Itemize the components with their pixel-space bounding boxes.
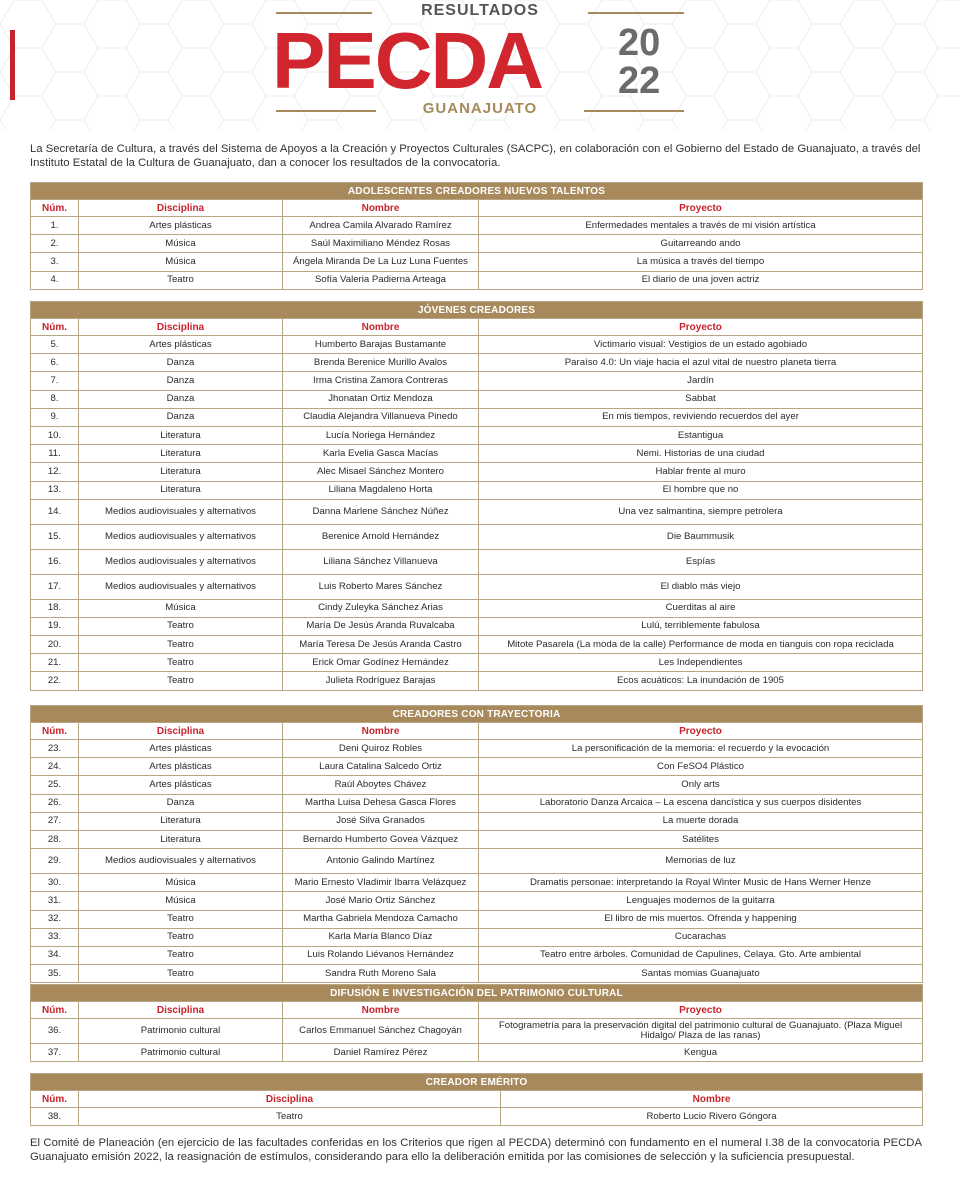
row-project: Lenguajes modernos de la guitarra: [479, 892, 923, 910]
column-header-row: [31, 1091, 923, 1108]
pecda-logo-header: [0, 0, 960, 130]
results-table: [30, 301, 923, 691]
row-discipline: Danza: [79, 794, 283, 812]
row-project: Laboratorio Danza Arcaica – La escena dancística y sus cuerpos disidentes: [479, 794, 923, 812]
row-discipline: Teatro: [79, 1108, 501, 1126]
table-row: [31, 794, 923, 812]
row-discipline: Música: [79, 253, 283, 271]
row-name: Claudia Alejandra Villanueva Pinedo: [283, 408, 479, 426]
row-discipline: Danza: [79, 372, 283, 390]
column-header-disciplina: Disciplina: [79, 200, 283, 217]
column-header-num: Núm.: [31, 1091, 79, 1108]
row-name: Liliana Sánchez Villanueva: [283, 549, 479, 574]
table-row: [31, 599, 923, 617]
row-name: Brenda Berenice Murillo Avalos: [283, 354, 479, 372]
row-number: 26.: [31, 794, 79, 812]
row-discipline: Artes plásticas: [79, 336, 283, 354]
row-project: Espías: [479, 549, 923, 574]
table-row: [31, 740, 923, 758]
row-discipline: Medios audiovisuales y alternativos: [79, 849, 283, 874]
row-name: Luis Rolando Liévanos Hernández: [283, 946, 479, 964]
row-number: 9.: [31, 408, 79, 426]
table-row: [31, 253, 923, 271]
header-rule-bottom-left: [276, 110, 376, 112]
row-name: Sandra Ruth Moreno Sala: [283, 965, 479, 983]
table-row: [31, 1044, 923, 1062]
column-header-disciplina: Disciplina: [79, 723, 283, 740]
row-name: Julieta Rodríguez Barajas: [283, 672, 479, 690]
row-number: 7.: [31, 372, 79, 390]
table-row: [31, 758, 923, 776]
row-discipline: Música: [79, 892, 283, 910]
column-header-num: Núm.: [31, 200, 79, 217]
column-header-nombre: Nombre: [283, 200, 479, 217]
row-discipline: Teatro: [79, 965, 283, 983]
row-number: 36.: [31, 1019, 79, 1044]
row-discipline: Medios audiovisuales y alternativos: [79, 574, 283, 599]
table-row: [31, 946, 923, 964]
row-project: Enfermedades mentales a través de mi visión artística: [479, 217, 923, 235]
table-row: [31, 672, 923, 690]
column-header-nombre: Nombre: [283, 319, 479, 336]
table-row: [31, 481, 923, 499]
row-number: 3.: [31, 253, 79, 271]
row-number: 11.: [31, 445, 79, 463]
row-discipline: Danza: [79, 390, 283, 408]
row-discipline: Música: [79, 874, 283, 892]
row-name: María De Jesús Aranda Ruvalcaba: [283, 617, 479, 635]
row-discipline: Literatura: [79, 463, 283, 481]
table-row: [31, 271, 923, 289]
row-name: Danna Marlene Sánchez Núñez: [283, 499, 479, 524]
row-name: Mario Ernesto Vladimir Ibarra Velázquez: [283, 874, 479, 892]
row-project: Kengua: [479, 1044, 923, 1062]
row-number: 14.: [31, 499, 79, 524]
row-number: 28.: [31, 830, 79, 848]
table-row: [31, 874, 923, 892]
header-rule-left: [276, 12, 372, 14]
row-project: Guitarreando ando: [479, 235, 923, 253]
column-header-disciplina: Disciplina: [79, 319, 283, 336]
row-project: Sabbat: [479, 390, 923, 408]
emerito-table: [30, 1073, 923, 1126]
table-row: [31, 549, 923, 574]
row-name: Irma Cristina Zamora Contreras: [283, 372, 479, 390]
row-name: Martha Gabriela Mendoza Camacho: [283, 910, 479, 928]
header-rule-right: [588, 12, 684, 14]
table-row: [31, 617, 923, 635]
row-name: Karla María Blanco Díaz: [283, 928, 479, 946]
column-header-num: Núm.: [31, 723, 79, 740]
row-project: Con FeSO4 Plástico: [479, 758, 923, 776]
row-project: Santas momias Guanajuato: [479, 965, 923, 983]
column-header-nombre: Nombre: [501, 1091, 923, 1108]
row-name: Cindy Zuleyka Sánchez Arias: [283, 599, 479, 617]
row-name: Humberto Barajas Bustamante: [283, 336, 479, 354]
table-row: [31, 892, 923, 910]
table-row: [31, 1019, 923, 1044]
column-header-proyecto: Proyecto: [479, 723, 923, 740]
results-table: [30, 182, 923, 290]
row-number: 12.: [31, 463, 79, 481]
row-name: Bernardo Humberto Govea Vázquez: [283, 830, 479, 848]
row-name: Ángela Miranda De La Luz Luna Fuentes: [283, 253, 479, 271]
column-header-num: Núm.: [31, 1002, 79, 1019]
column-header-row: [31, 723, 923, 740]
row-discipline: Patrimonio cultural: [79, 1019, 283, 1044]
column-header-disciplina: Disciplina: [79, 1002, 283, 1019]
table-row: [31, 965, 923, 983]
row-number: 13.: [31, 481, 79, 499]
row-name: Saúl Maximiliano Méndez Rosas: [283, 235, 479, 253]
row-project: Lulú, terriblemente fabulosa: [479, 617, 923, 635]
row-project: Mitote Pasarela (La moda de la calle) Performance de moda en tianguis con ropa reciclada: [479, 636, 923, 654]
table-row: [31, 390, 923, 408]
row-discipline: Medios audiovisuales y alternativos: [79, 499, 283, 524]
row-project: Paraíso 4.0: Un viaje hacia el azul vital de nuestro planeta tierra: [479, 354, 923, 372]
table-row: [31, 910, 923, 928]
row-discipline: Medios audiovisuales y alternativos: [79, 524, 283, 549]
row-name: Deni Quiroz Robles: [283, 740, 479, 758]
column-header-nombre: Nombre: [283, 1002, 479, 1019]
row-project: La muerte dorada: [479, 812, 923, 830]
results-table: [30, 705, 923, 983]
section-title: ADOLESCENTES CREADORES NUEVOS TALENTOS: [31, 183, 923, 200]
row-number: 31.: [31, 892, 79, 910]
row-number: 21.: [31, 654, 79, 672]
row-project: Teatro entre árboles. Comunidad de Capulines, Celaya. Gto. Arte ambiental: [479, 946, 923, 964]
row-project: Les Independientes: [479, 654, 923, 672]
table-row: [31, 235, 923, 253]
row-name: Antonio Galindo Martínez: [283, 849, 479, 874]
row-name: Liliana Magdaleno Horta: [283, 481, 479, 499]
row-project: Ecos acuáticos: La inundación de 1905: [479, 672, 923, 690]
row-number: 38.: [31, 1108, 79, 1126]
row-project: Victimario visual: Vestigios de un estado agobiado: [479, 336, 923, 354]
row-project: Cuerditas al aire: [479, 599, 923, 617]
row-discipline: Danza: [79, 354, 283, 372]
row-discipline: Teatro: [79, 636, 283, 654]
row-number: 10.: [31, 426, 79, 444]
row-project: Fotogrametría para la preservación digital del patrimonio cultural de Guanajuato. (Plaza Miguel Hidalgo/ Plaza de las ranas): [479, 1019, 923, 1044]
row-number: 17.: [31, 574, 79, 599]
row-discipline: Música: [79, 599, 283, 617]
row-name: Jhonatan Ortiz Mendoza: [283, 390, 479, 408]
header-subtitle: GUANAJUATO: [422, 100, 538, 117]
row-number: 1.: [31, 217, 79, 235]
table-row: [31, 849, 923, 874]
row-number: 34.: [31, 946, 79, 964]
row-discipline: Patrimonio cultural: [79, 1044, 283, 1062]
row-name: Alec Misael Sánchez Montero: [283, 463, 479, 481]
row-discipline: Literatura: [79, 445, 283, 463]
row-number: 15.: [31, 524, 79, 549]
table-row: [31, 499, 923, 524]
row-discipline: Música: [79, 235, 283, 253]
table-row: [31, 812, 923, 830]
row-discipline: Teatro: [79, 654, 283, 672]
row-name: Raúl Aboytes Chávez: [283, 776, 479, 794]
table-row: [31, 636, 923, 654]
row-discipline: Teatro: [79, 617, 283, 635]
header-kicker: RESULTADOS: [421, 2, 539, 19]
row-number: 25.: [31, 776, 79, 794]
row-discipline: Teatro: [79, 946, 283, 964]
table-row: [31, 354, 923, 372]
row-discipline: Teatro: [79, 928, 283, 946]
row-discipline: Artes plásticas: [79, 740, 283, 758]
row-project: El hombre que no: [479, 481, 923, 499]
table-row: [31, 776, 923, 794]
row-name: Laura Catalina Salcedo Ortiz: [283, 758, 479, 776]
row-number: 32.: [31, 910, 79, 928]
row-name: Martha Luisa Dehesa Gasca Flores: [283, 794, 479, 812]
row-name: Andrea Camila Alvarado Ramírez: [283, 217, 479, 235]
row-number: 6.: [31, 354, 79, 372]
table-row: [31, 408, 923, 426]
row-number: 35.: [31, 965, 79, 983]
row-project: Una vez salmantina, siempre petrolera: [479, 499, 923, 524]
section-title: DIFUSIÓN E INVESTIGACIÓN DEL PATRIMONIO CULTURAL: [31, 985, 923, 1002]
column-header-proyecto: Proyecto: [479, 200, 923, 217]
row-number: 23.: [31, 740, 79, 758]
row-name: María Teresa De Jesús Aranda Castro: [283, 636, 479, 654]
row-number: 18.: [31, 599, 79, 617]
table-row: [31, 654, 923, 672]
row-name: Daniel Ramírez Pérez: [283, 1044, 479, 1062]
row-discipline: Artes plásticas: [79, 758, 283, 776]
row-discipline: Medios audiovisuales y alternativos: [79, 549, 283, 574]
row-project: El diario de una joven actriz: [479, 271, 923, 289]
row-name: Erick Omar Godínez Hernández: [283, 654, 479, 672]
row-name: José Silva Granados: [283, 812, 479, 830]
intro-paragraph: La Secretaría de Cultura, a través del Sistema de Apoyos a la Creación y Proyectos Culturales (SACPC), en colaboración con el Gobierno del Estado de Guanajuato, a través del Instituto Estatal de la Cultura de Guanajuato, dan a conocer los resultados de la convocatoria.: [30, 143, 921, 169]
header-rule-bottom-right: [584, 110, 684, 112]
row-project: Cucarachas: [479, 928, 923, 946]
row-number: 37.: [31, 1044, 79, 1062]
table-row: [31, 463, 923, 481]
row-number: 22.: [31, 672, 79, 690]
column-header-nombre: Nombre: [283, 723, 479, 740]
row-number: 19.: [31, 617, 79, 635]
table-row: [31, 445, 923, 463]
table-row: [31, 524, 923, 549]
row-project: Memorias de luz: [479, 849, 923, 874]
header-year-top: 20: [618, 22, 661, 64]
row-name: Berenice Arnold Hernández: [283, 524, 479, 549]
row-name: Luis Roberto Mares Sánchez: [283, 574, 479, 599]
row-project: Jardín: [479, 372, 923, 390]
row-number: 16.: [31, 549, 79, 574]
row-project: La personificación de la memoria: el recuerdo y la evocación: [479, 740, 923, 758]
column-header-row: [31, 200, 923, 217]
column-header-disciplina: Disciplina: [79, 1091, 501, 1108]
row-discipline: Literatura: [79, 812, 283, 830]
row-number: 24.: [31, 758, 79, 776]
row-discipline: Literatura: [79, 830, 283, 848]
row-number: 5.: [31, 336, 79, 354]
row-name: José Mario Ortiz Sánchez: [283, 892, 479, 910]
row-project: Only arts: [479, 776, 923, 794]
row-discipline: Danza: [79, 408, 283, 426]
section-title: JÓVENES CREADORES: [31, 302, 923, 319]
row-name: Carlos Emmanuel Sánchez Chagoyán: [283, 1019, 479, 1044]
row-discipline: Teatro: [79, 672, 283, 690]
row-name: Lucía Noriega Hernández: [283, 426, 479, 444]
section-title: CREADOR EMÉRITO: [31, 1074, 923, 1091]
table-row: [31, 830, 923, 848]
column-header-proyecto: Proyecto: [479, 1002, 923, 1019]
column-header-row: [31, 319, 923, 336]
table-row: [31, 1108, 923, 1126]
table-row: [31, 336, 923, 354]
row-project: Die Baummusik: [479, 524, 923, 549]
column-header-num: Núm.: [31, 319, 79, 336]
row-project: Satélites: [479, 830, 923, 848]
footer-note: El Comité de Planeación (en ejercicio de las facultades conferidas en los Criterios que rigen al PECDA) determinó con fundamento en el numeral I.38 de la convocatoria PECDA Guanajuato emisión 2022, la reasignación de estímulos, considerando para ello la deliberación emitida por las comisiones de selección y la suficiencia presupuestal.: [30, 1137, 922, 1163]
row-project: Dramatis personae: interpretando la Royal Winter Music de Hans Werner Henze: [479, 874, 923, 892]
table-row: [31, 217, 923, 235]
row-number: 27.: [31, 812, 79, 830]
row-discipline: Artes plásticas: [79, 217, 283, 235]
row-discipline: Literatura: [79, 481, 283, 499]
row-project: Hablar frente al muro: [479, 463, 923, 481]
row-project: El libro de mis muertos. Ofrenda y happening: [479, 910, 923, 928]
results-table: [30, 984, 923, 1062]
column-header-proyecto: Proyecto: [479, 319, 923, 336]
header-title: PECDA: [272, 16, 543, 105]
row-project: En mis tiempos, reviviendo recuerdos del ayer: [479, 408, 923, 426]
row-discipline: Artes plásticas: [79, 776, 283, 794]
table-row: [31, 574, 923, 599]
row-name: Karla Evelia Gasca Macías: [283, 445, 479, 463]
row-project: Estantigua: [479, 426, 923, 444]
row-discipline: Teatro: [79, 910, 283, 928]
row-project: La música a través del tiempo: [479, 253, 923, 271]
row-number: 20.: [31, 636, 79, 654]
section-title: CREADORES CON TRAYECTORIA: [31, 706, 923, 723]
row-discipline: Teatro: [79, 271, 283, 289]
row-number: 4.: [31, 271, 79, 289]
table-row: [31, 928, 923, 946]
row-name: Sofía Valeria Padierna Arteaga: [283, 271, 479, 289]
row-number: 2.: [31, 235, 79, 253]
table-row: [31, 426, 923, 444]
row-project: Nemi. Historias de una ciudad: [479, 445, 923, 463]
row-number: 29.: [31, 849, 79, 874]
row-name: Roberto Lucio Rivero Góngora: [501, 1108, 923, 1126]
row-number: 30.: [31, 874, 79, 892]
row-number: 33.: [31, 928, 79, 946]
row-number: 8.: [31, 390, 79, 408]
column-header-row: [31, 1002, 923, 1019]
header-year-bottom: 22: [618, 60, 661, 102]
table-row: [31, 372, 923, 390]
row-discipline: Literatura: [79, 426, 283, 444]
row-project: El diablo más viejo: [479, 574, 923, 599]
